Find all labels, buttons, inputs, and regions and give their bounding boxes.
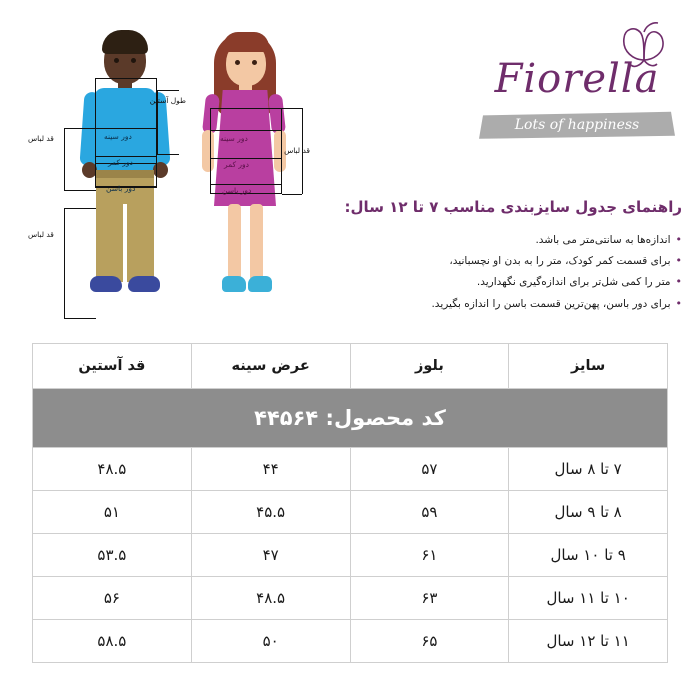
cell-size: ۱۰ تا ۱۱ سال <box>509 577 668 620</box>
boy-eye-left <box>114 58 119 63</box>
size-guide-title: راهنمای جدول سایزبندی مناسب ۷ تا ۱۲ سال: <box>344 198 682 216</box>
table-header <box>33 344 668 389</box>
girl-dress-length-label: قد لباس <box>284 146 310 155</box>
cell-blouse: ۵۷ <box>350 448 509 491</box>
girl-hip-label: دور باسن <box>222 186 252 195</box>
boy-pants-length-label: قد لباس <box>28 230 54 239</box>
product-code: کد محصول: ۴۴۵۶۴ <box>33 389 668 448</box>
boy-sleeve-length-label: طول آستین <box>149 96 186 105</box>
cell-sleeve: ۵۱ <box>33 491 192 534</box>
table-row <box>33 534 668 577</box>
cell-size: ۹ تا ۱۰ سال <box>509 534 668 577</box>
figure-illustrations <box>20 8 310 338</box>
column-header-chest: عرض سینه <box>191 344 350 389</box>
cell-chest: ۴۵.۵ <box>191 491 350 534</box>
girl-chest-label: دور سینه <box>220 134 248 143</box>
brand-name: Fiorella <box>494 56 660 102</box>
cell-chest: ۴۸.۵ <box>191 577 350 620</box>
column-header-sleeve: قد آستین <box>33 344 192 389</box>
boy-chest-label: دور سینه <box>104 132 132 141</box>
cell-sleeve: ۵۳.۵ <box>33 534 192 577</box>
cell-size: ۱۱ تا ۱۲ سال <box>509 620 668 663</box>
boy-shirt-length-label: قد لباس <box>28 134 54 143</box>
cell-sleeve: ۵۶ <box>33 577 192 620</box>
girl-waist-label: دور کمر <box>224 160 250 169</box>
size-guide-item: • برای قسمت کمر کودک، متر را به بدن او نچسبانید، <box>272 250 682 271</box>
boy-torso-guide <box>95 78 157 164</box>
boy-waist-line <box>95 156 157 157</box>
table-header-row <box>33 344 668 389</box>
table-row <box>33 620 668 663</box>
girl-body-guide <box>210 108 282 194</box>
boy-hip-label: دور باسن <box>106 184 136 193</box>
table-title-row <box>33 389 668 448</box>
girl-eye-left <box>235 60 240 65</box>
boy-hair <box>102 30 148 54</box>
size-table <box>32 343 668 663</box>
table-body <box>33 448 668 663</box>
cell-chest: ۴۴ <box>191 448 350 491</box>
cell-chest: ۵۰ <box>191 620 350 663</box>
cell-size: ۷ تا ۸ سال <box>509 448 668 491</box>
cell-blouse: ۶۵ <box>350 620 509 663</box>
size-guide-item: • برای دور باسن، پهن‌ترین قسمت باسن را اندازه بگیرید. <box>272 293 682 314</box>
butterfly-icon <box>616 20 672 78</box>
table-row <box>33 577 668 620</box>
top-section <box>0 0 700 340</box>
cell-blouse: ۶۳ <box>350 577 509 620</box>
cell-chest: ۴۷ <box>191 534 350 577</box>
table-row <box>33 448 668 491</box>
size-guide <box>272 196 682 314</box>
girl-eye-right <box>252 60 257 65</box>
cell-sleeve: ۵۸.۵ <box>33 620 192 663</box>
boy-chest-line <box>95 128 157 129</box>
size-guide-item: • اندازه‌ها به سانتی‌متر می باشد. <box>272 229 682 250</box>
size-guide-list <box>272 229 682 315</box>
brand-logo <box>472 18 682 158</box>
brand-tagline-ribbon <box>477 110 677 140</box>
size-table-wrapper <box>32 343 668 663</box>
column-header-blouse: بلوز <box>350 344 509 389</box>
column-header-size: سایز <box>509 344 668 389</box>
boy-waist-label: دور کمر <box>108 158 134 167</box>
boy-eye-right <box>131 58 136 63</box>
table-row <box>33 491 668 534</box>
cell-blouse: ۶۱ <box>350 534 509 577</box>
cell-blouse: ۵۹ <box>350 491 509 534</box>
size-guide-item: • متر را کمی شل‌تر برای اندازه‌گیری نگهدارید. <box>272 271 682 292</box>
cell-sleeve: ۴۸.۵ <box>33 448 192 491</box>
brand-tagline: Lots of happiness <box>514 117 640 133</box>
cell-size: ۸ تا ۹ سال <box>509 491 668 534</box>
